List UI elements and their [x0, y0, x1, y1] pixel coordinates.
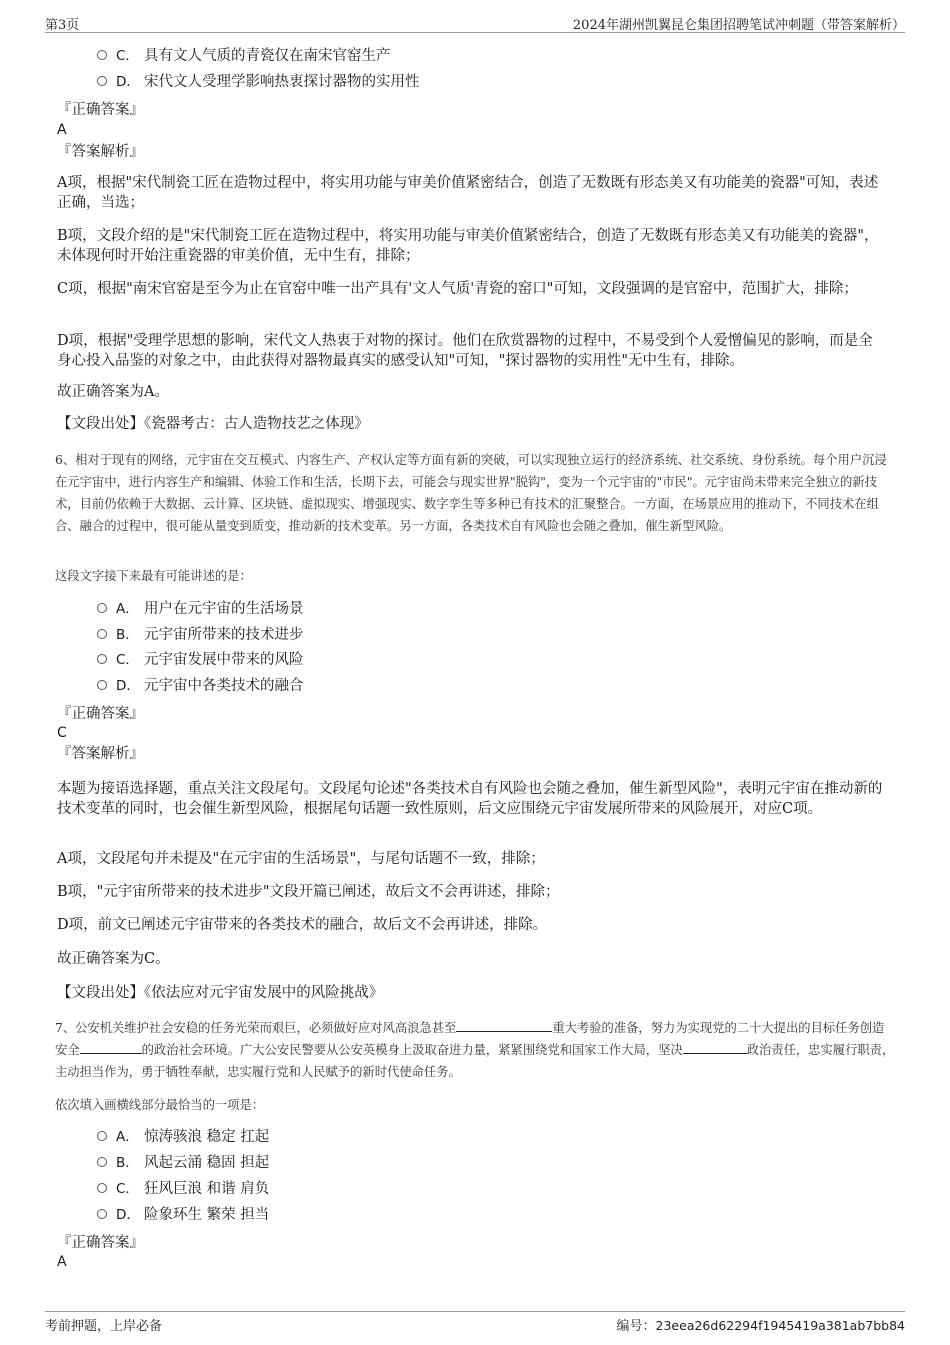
q7-option-d[interactable]: D． 险象环生 繁荣 担当: [97, 1205, 269, 1225]
q5-analysis-c: C项，根据"南宋官窑是至今为止在官窑中唯一出产具有'文人气质'青瓷的窑口"可知，文段强调的是官窑中，范围扩大，排除；: [57, 281, 858, 297]
fill-blank-1[interactable]: [456, 1019, 552, 1032]
q5-analysis-b: B项，文段介绍的是"宋代制瓷工匠在造物过程中，将实用功能与审美价值紧密结合，创造了无数既有形态美又有功能美的瓷器"，未体现何时开始注重瓷器的审美价值，无中生有，排除；: [57, 228, 879, 264]
q5-analysis-label: 『答案解析』: [57, 144, 144, 160]
q6-option-c[interactable]: C． 元宇宙发展中带来的风险: [97, 650, 304, 670]
radio-icon[interactable]: [97, 50, 107, 60]
q6-source: 【文段出处】《依法应对元宇宙发展中的风险挑战》: [57, 985, 384, 1001]
q6-analysis-b: B项，"元宇宙所带来的技术进步"文段开篇已阐述，故后文不会再讲述，排除；: [57, 884, 560, 900]
q6-conclusion: 故正确答案为C。: [57, 951, 170, 967]
fill-blank-2[interactable]: [80, 1041, 142, 1054]
q6-analysis-a: A项，文段尾句并未提及"在元宇宙的生活场景"，与尾句话题不一致，排除；: [57, 851, 545, 867]
radio-icon[interactable]: [97, 629, 107, 639]
q5-analysis-d: D项，根据"受理学思想的影响，宋代文人热衷于对物的探讨。他们在欣赏器物的过程中，不易受到个人爱憎偏见的影响，而是全身心投入品鉴的对象之中，由此获得对器物最真实的感受认知"可知，"探讨器物的实用性"无中生有，排除。: [57, 333, 873, 369]
q7-stem: 7、公安机关维护社会安稳的任务光荣而艰巨，必须做好应对风高浪急甚至 重大考验的准备，努力为实现党的二十大提出的目标任务创造安全 的政治社会环境。广大公安民警要从公安英模身上汲取奋进力量，紧紧围绕党和国家工作大局，坚决 政治责任，忠实履行职责，主动担当作为，勇于牺牲奉献，忠实履行党和人民赋予的新时代使命任务。: [55, 1021, 895, 1079]
q7-answer: A: [57, 1254, 67, 1270]
radio-icon[interactable]: [97, 1209, 107, 1219]
q6-option-b[interactable]: B． 元宇宙所带来的技术进步: [97, 625, 304, 645]
q5-option-d[interactable]: D． 宋代文人受理学影响热衷探讨器物的实用性: [97, 72, 420, 92]
radio-icon[interactable]: [97, 603, 107, 613]
page-number: 第3页: [45, 18, 80, 33]
q6-answer: C: [57, 725, 67, 741]
q6-analysis-label: 『答案解析』: [57, 746, 144, 762]
radio-icon[interactable]: [97, 654, 107, 664]
q6-analysis-main: 本题为接语选择题，重点关注文段尾句。文段尾句论述"各类技术自有风险也会随之叠加，催生新型风险"，表明元宇宙在推动新的技术变革的同时，也会催生新型风险，根据尾句话题一致性原则，后文应围绕元宇宙发展所带来的风险展开，对应C项。: [57, 781, 883, 817]
fill-blank-3[interactable]: [683, 1041, 747, 1054]
q7-option-a[interactable]: A． 惊涛骇浪 稳定 扛起: [97, 1127, 269, 1147]
page-header: [45, 12, 905, 33]
document-title: 2024年湖州凯翼昆仑集团招聘笔试冲刺题（带答案解析）: [572, 18, 905, 33]
q7-answer-label: 『正确答案』: [57, 1235, 144, 1251]
radio-icon[interactable]: [97, 1131, 107, 1141]
q5-analysis-a: A项，根据"宋代制瓷工匠在造物过程中，将实用功能与审美价值紧密结合，创造了无数既有形态美又有功能美的瓷器"可知，表述正确，当选；: [57, 175, 879, 211]
q5-answer: A: [57, 122, 67, 138]
q6-analysis-d: D项，前文已阐述元宇宙带来的各类技术的融合，故后文不会再讲述，排除。: [57, 917, 548, 933]
q7-option-b[interactable]: B． 风起云涌 稳固 担起: [97, 1153, 269, 1173]
q7-option-c[interactable]: C． 狂风巨浪 和谐 肩负: [97, 1179, 269, 1199]
q6-stem: 6、相对于现有的网络，元宇宙在交互模式、内容生产、产权认定等方面有新的突破，可以实现独立运行的经济系统、社交系统、身份系统。每个用户沉浸在元宇宙中，进行内容生产和编辑、体验工作和生活，长期下去，可能会与现实世界"脱钩"，变为一个元宇宙的"市民"。元宇宙尚未带来完全独立的新技术，目前仍依赖于大数据、云计算、区块链、虚拟现实、增强现实、数字孪生等多种已有技术的汇聚整合。一方面，在场景应用的推动下，不同技术在组合、融合的过程中，很可能从量变到质变，推动新的技术变革。另一方面，各类技术自有风险也会随之叠加，催生新型风险。: [55, 453, 887, 533]
q6-option-d[interactable]: D． 元宇宙中各类技术的融合: [97, 676, 304, 696]
q7-prompt: 依次填入画横线部分最恰当的一项是：: [55, 1098, 265, 1112]
q6-answer-label: 『正确答案』: [57, 706, 144, 722]
q5-answer-label: 『正确答案』: [57, 102, 144, 118]
q6-option-a[interactable]: A． 用户在元宇宙的生活场景: [97, 599, 304, 619]
page-footer: [45, 1311, 905, 1336]
radio-icon[interactable]: [97, 76, 107, 86]
footer-slogan: 考前押题，上岸必备: [45, 1319, 163, 1334]
document-code: 编号：23eea26d62294f1945419a381ab7bb84: [616, 1318, 905, 1334]
q5-option-c[interactable]: C． 具有文人气质的青瓷仅在南宋官窑生产: [97, 46, 391, 66]
radio-icon[interactable]: [97, 1183, 107, 1193]
q5-conclusion: 故正确答案为A。: [57, 384, 169, 400]
q6-prompt: 这段文字接下来最有可能讲述的是：: [55, 569, 252, 583]
q5-source: 【文段出处】《瓷器考古：古人造物技艺之体现》: [57, 416, 369, 432]
radio-icon[interactable]: [97, 680, 107, 690]
radio-icon[interactable]: [97, 1157, 107, 1167]
